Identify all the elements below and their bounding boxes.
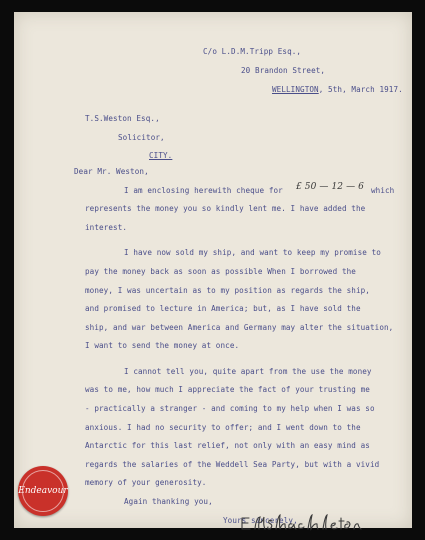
address-date-line <box>272 86 403 94</box>
salutation: Dear Mr. Weston, <box>74 167 149 176</box>
body-line: I cannot tell you, quite apart from the use the money <box>124 367 372 376</box>
closing: Yours sincerely, <box>223 516 298 525</box>
body-line: regards the salaries of the Weddell Sea Party, but with a vivid <box>85 460 380 469</box>
endeavour-seal <box>18 466 68 516</box>
recipient-city: CITY. <box>149 151 173 160</box>
address-city: WELLINGTON <box>272 85 319 94</box>
body-line: interest. <box>85 223 128 232</box>
body-line: ship, and war between America and Germany may alter the situation, <box>85 323 394 332</box>
seal-text: Endeavour <box>18 486 68 496</box>
recipient-title: Solicitor, <box>118 133 165 142</box>
body-line: represents the money you so kindly lent me. I have added the <box>85 204 366 213</box>
body-line: I have now sold my ship, and want to keep my promise to <box>124 248 381 257</box>
signature <box>238 512 368 534</box>
letter-page <box>14 12 412 528</box>
body-line: Antarctic for this last relief, not only with an easy mind as <box>85 441 370 450</box>
address-line-2: 20 Brandon Street, <box>241 66 326 75</box>
body-line: was to me, how much I appreciate the fact of your trusting me <box>85 385 370 394</box>
recipient-name: T.S.Weston Esq., <box>85 114 160 123</box>
body-line: Again thanking you, <box>124 497 213 506</box>
body-line: which <box>371 186 395 195</box>
body-line: I want to send the money at once. <box>85 341 240 350</box>
body-line: money, I was uncertain as to my position as regards the ship, <box>85 286 370 295</box>
body-line: - practically a stranger - and coming to my help when I was so <box>85 404 375 413</box>
body-line: and promised to lecture in America; but, as I have sold the <box>85 304 361 313</box>
cheque-amount: £ 50 — 12 — 6 <box>296 182 364 192</box>
body-line: memory of your generosity. <box>85 478 207 487</box>
body-line: pay the money back as soon as possible When I borrowed the <box>85 267 356 276</box>
address-line-1: C/o L.D.M.Tripp Esq., <box>203 47 302 56</box>
letter-date: , 5th, March 1917. <box>318 85 403 94</box>
body-line: anxious. I had no security to offer; and I went down to the <box>85 423 361 432</box>
body-line: I am enclosing herewith cheque for <box>124 186 283 195</box>
